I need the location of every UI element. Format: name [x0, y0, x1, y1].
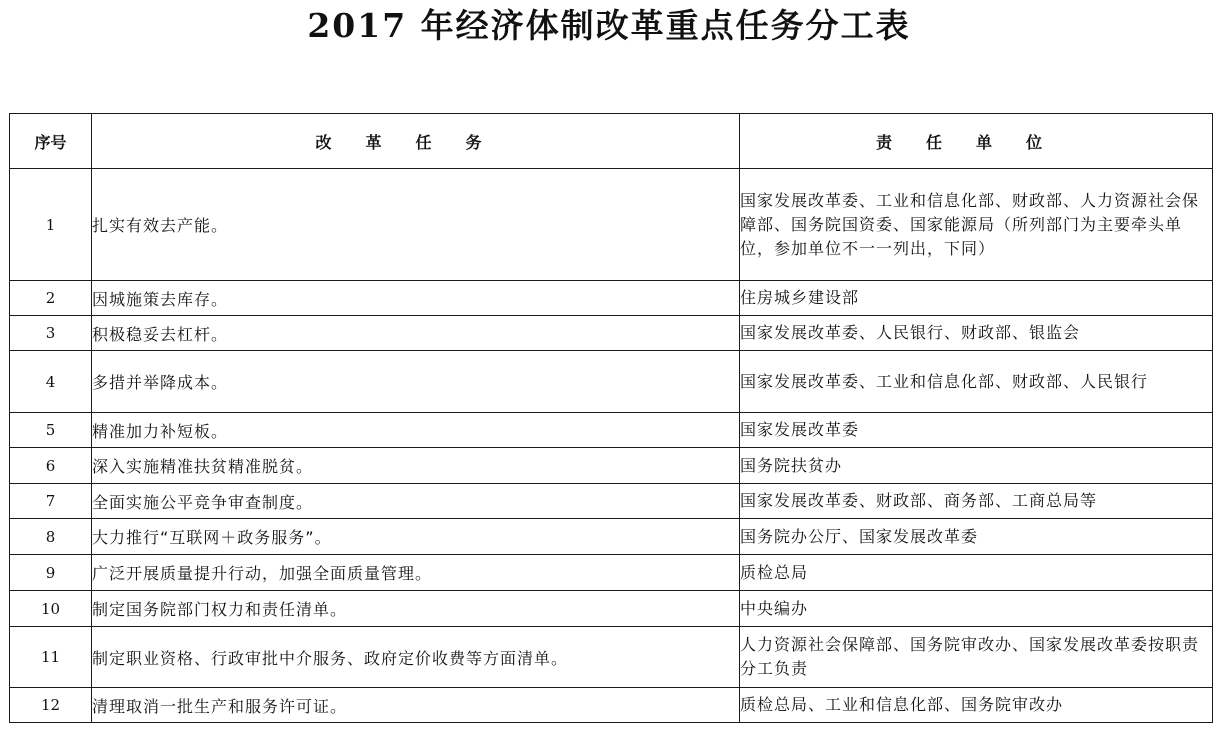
row-number: 10: [10, 591, 92, 627]
responsible-unit: 国务院扶贫办: [740, 448, 1213, 484]
responsible-unit: 国家发展改革委、财政部、商务部、工商总局等: [740, 484, 1213, 519]
responsible-unit: 质检总局、工业和信息化部、国务院审改办: [740, 688, 1213, 723]
table-row: [10, 627, 1213, 688]
responsible-unit: 人力资源社会保障部、国务院审改办、国家发展改革委按职责分工负责: [740, 627, 1213, 688]
row-number: 1: [10, 169, 92, 281]
table-row: [10, 519, 1213, 555]
responsible-unit: 国家发展改革委、人民银行、财政部、银监会: [740, 316, 1213, 351]
table-row: [10, 169, 1213, 281]
table-row: [10, 351, 1213, 413]
row-number: 4: [10, 351, 92, 413]
reform-task: 大力推行“互联网＋政务服务”。: [92, 519, 740, 555]
row-number: 5: [10, 413, 92, 448]
reform-task: 清理取消一批生产和服务许可证。: [92, 688, 740, 723]
table-row: [10, 281, 1213, 316]
responsible-unit: 国家发展改革委、工业和信息化部、财政部、人力资源社会保障部、国务院国资委、国家能源局（所列部门为主要牵头单位，参加单位不一一列出，下同）: [740, 169, 1213, 281]
responsible-unit: 国家发展改革委: [740, 413, 1213, 448]
table-row: [10, 688, 1213, 723]
reform-task: 制定国务院部门权力和责任清单。: [92, 591, 740, 627]
table-row: [10, 591, 1213, 627]
responsible-unit: 住房城乡建设部: [740, 281, 1213, 316]
row-number: 6: [10, 448, 92, 484]
responsible-unit: 国家发展改革委、工业和信息化部、财政部、人民银行: [740, 351, 1213, 413]
row-number: 2: [10, 281, 92, 316]
responsible-unit: 国务院办公厅、国家发展改革委: [740, 519, 1213, 555]
task-table: [9, 113, 1213, 723]
row-number: 3: [10, 316, 92, 351]
table-row: [10, 413, 1213, 448]
reform-task: 制定职业资格、行政审批中介服务、政府定价收费等方面清单。: [92, 627, 740, 688]
reform-task: 精准加力补短板。: [92, 413, 740, 448]
responsible-unit: 质检总局: [740, 555, 1213, 591]
reform-task: 积极稳妥去杠杆。: [92, 316, 740, 351]
table-row: [10, 484, 1213, 519]
header-task: 改革任务: [92, 114, 740, 169]
table-row: [10, 555, 1213, 591]
reform-task: 因城施策去库存。: [92, 281, 740, 316]
table-row: [10, 448, 1213, 484]
row-number: 11: [10, 627, 92, 688]
table-row: [10, 316, 1213, 351]
page-title: 2017 年经济体制改革重点任务分工表: [307, 6, 911, 45]
reform-task: 多措并举降成本。: [92, 351, 740, 413]
responsible-unit: 中央编办: [740, 591, 1213, 627]
reform-task: 广泛开展质量提升行动，加强全面质量管理。: [92, 555, 740, 591]
reform-task: 深入实施精准扶贫精准脱贫。: [92, 448, 740, 484]
row-number: 8: [10, 519, 92, 555]
row-number: 7: [10, 484, 92, 519]
header-row: [10, 114, 1213, 169]
header-unit: 责任单位: [740, 114, 1213, 169]
row-number: 9: [10, 555, 92, 591]
row-number: 12: [10, 688, 92, 723]
reform-task: 全面实施公平竞争审查制度。: [92, 484, 740, 519]
header-no: 序号: [10, 114, 92, 169]
reform-task: 扎实有效去产能。: [92, 169, 740, 281]
